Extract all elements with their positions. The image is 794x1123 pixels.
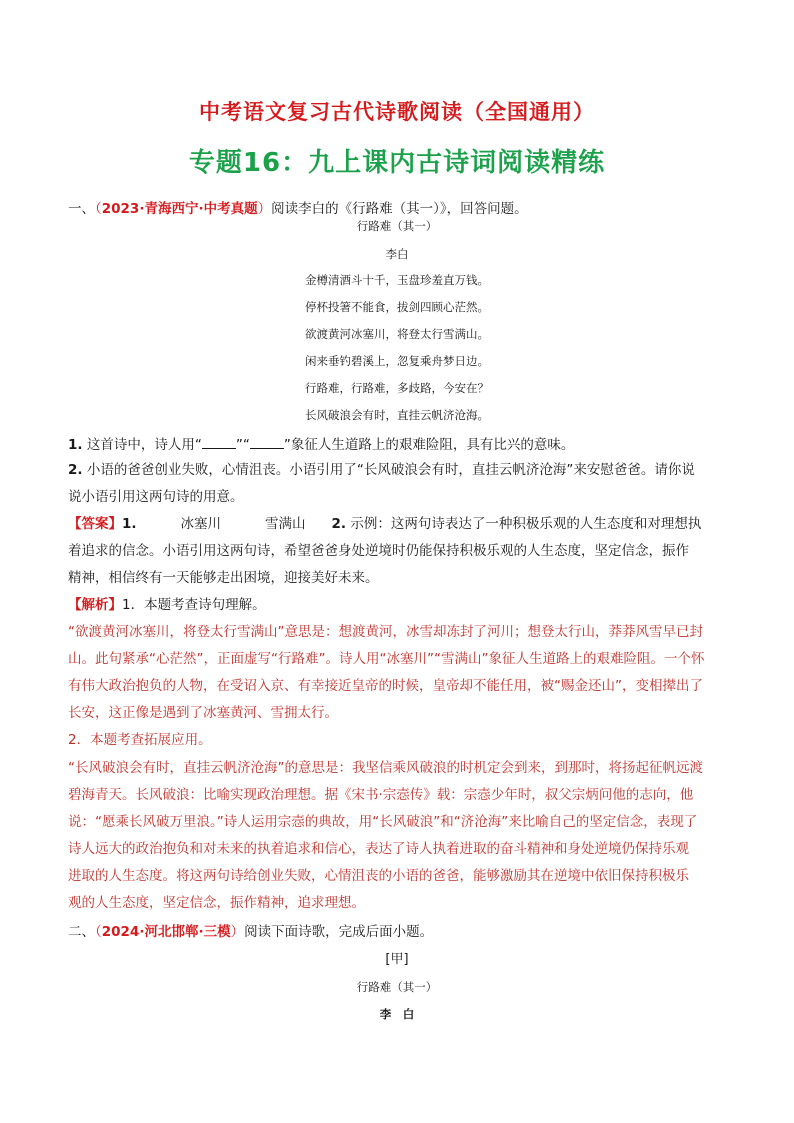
analysis-2-line-1: “长风破浪会有时，直挂云帆济沧海”的意思是：我坚信乘风破浪的时机定会到来，到那时，将扬起征帆远渡 <box>68 760 703 776</box>
question-1-source-close: ） <box>257 201 272 217</box>
answer-line-3: 精神，相信终有一天能够走出困境，迎接美好未来。 <box>68 570 379 586</box>
analysis-2-line-5: 进取的人生态度。将这两句诗给创业失败，心情沮丧的小语的爸爸，能够激励其在逆境中依旧保持积极乐 <box>68 868 689 884</box>
analysis-1-line-3: 有伟大政治抱负的人物，在受诏入京、有幸接近皇帝的时候，皇帝却不能任用，被“赐金还山”，变相撵出了 <box>68 678 703 694</box>
document-subtitle: 专题16：九上课内古诗词阅读精练 <box>188 148 606 178</box>
poem-1-line-2: 停杯投箸不能食，拔剑四顾心茫然。 <box>305 300 489 314</box>
poem-1-line-3: 欲渡黄河冰塞川，将登太行雪满山。 <box>305 327 489 341</box>
sub-question-2-number: 2. <box>68 462 83 478</box>
question-2-prompt: 阅读下面诗歌，完成后面小题。 <box>244 924 434 940</box>
answer-text-1: 示例：这两句诗表达了一种积极乐观的人生态度和对理想执 <box>350 516 702 532</box>
question-2-source-close: ） <box>230 924 245 940</box>
analysis-1-line-2: 山。此句紧承“心茫然”，正面虚写“行路难”。诗人用“冰塞川”“雪满山”象征人生道路上的艰难险阻。一个怀 <box>68 651 705 667</box>
question-2-number: 二、 <box>68 924 95 940</box>
answer-word-1: 冰塞川 <box>180 516 222 532</box>
analysis-heading-2: 2．本题考查拓展应用。 <box>68 732 212 748</box>
answer-blank-1[interactable] <box>202 436 236 449</box>
sub-question-2-line-1 <box>68 460 732 480</box>
question-2-source-open: （ <box>95 924 102 940</box>
poem-2-title: 行路难（其一） <box>356 980 438 994</box>
analysis-tag: 【解析】 <box>68 597 122 613</box>
poem-1-line-1: 金樽清酒斗十千，玉盘珍羞直万钱。 <box>305 273 489 287</box>
question-2-source: 2024·河北邯郸·三模 <box>101 924 231 940</box>
question-1-source: 2023·青海西宁·中考真题 <box>101 201 258 217</box>
analysis-heading-1: 1．本题考查诗句理解。 <box>122 597 266 613</box>
analysis-2-line-2: 碧海青天。长风破浪：比喻实现政治理想。据《宋书·宗悫传》载：宗悫少年时，叔父宗炳问他的志向，他 <box>68 787 694 803</box>
poem-1-line-5: 行路难，行路难，多歧路，今安在？ <box>305 381 489 395</box>
analysis-1-line-1: “欲渡黄河冰塞川，将登太行雪满山”意思是：想渡黄河，冰雪却冻封了河川；想登太行山，莽莽风雪早已封 <box>68 624 703 640</box>
sub-question-1-text-c: ”象征人生道路上的艰难险阻，具有比兴的意味。 <box>283 437 575 453</box>
answer-number-2: 2. <box>331 516 347 532</box>
answer-number-1: 1. <box>122 516 137 532</box>
section-label-jia: [甲] <box>385 952 409 967</box>
sub-question-2-text-1: 小语的爸爸创业失败，心情沮丧。小语引用了“长风破浪会有时，直挂云帆济沧海”来安慰爸爸。请你说 <box>86 462 695 478</box>
analysis-2-line-3: 说：“愿乘长风破万里浪。”诗人运用宗悫的典故，用“长风破浪”和“济沧海”来比喻自己的坚定信念，表现了 <box>68 814 698 830</box>
question-1-prompt: 阅读李白的《行路难（其一）》，回答问题。 <box>271 201 528 217</box>
answer-blank-2[interactable] <box>250 436 284 449</box>
answer-tag: 【答案】 <box>68 516 122 532</box>
answer-word-2: 雪满山 <box>265 516 306 532</box>
question-2-header <box>68 922 732 942</box>
poem-1-line-6: 长风破浪会有时，直挂云帆济沧海。 <box>305 408 489 422</box>
answer-line-2: 着追求的信念。小语引用这两句诗，希望爸爸身处逆境时仍能保持积极乐观的人生态度，坚定信念，振作 <box>68 543 689 559</box>
poem-1-author: 李白 <box>385 247 409 261</box>
analysis-2-line-6: 观的人生态度，坚定信念，振作精神，追求理想。 <box>68 895 365 911</box>
poem-1-line-4: 闲来垂钓碧溪上，忽复乘舟梦日边。 <box>305 354 489 368</box>
poem-1-title: 行路难（其一） <box>356 219 438 233</box>
sub-question-1 <box>68 435 732 455</box>
analysis-1-line-4: 长安，这正像是遇到了冰塞黄河、雪拥太行。 <box>68 705 338 721</box>
analysis-line-1 <box>68 595 732 615</box>
analysis-2-line-4: 诗人远大的政治抱负和对未来的执着追求和信心，表达了诗人执着进取的奋斗精神和身处逆境仍保持乐观 <box>68 841 689 857</box>
answer-line-1 <box>68 514 732 534</box>
question-1-source-open: （ <box>95 201 102 217</box>
question-1-header <box>68 199 732 219</box>
sub-question-1-text-a: 这首诗中，诗人用“ <box>86 437 202 453</box>
sub-question-2-line-2: 说小语引用这两句诗的用意。 <box>68 489 244 505</box>
poem-2-author: 李 白 <box>379 1007 415 1021</box>
sub-question-1-number: 1. <box>68 437 83 453</box>
document-title: 中考语文复习古代诗歌阅读（全国通用） <box>199 100 595 124</box>
sub-question-1-text-b: ”“ <box>235 437 250 453</box>
question-1-number: 一、 <box>68 201 95 217</box>
